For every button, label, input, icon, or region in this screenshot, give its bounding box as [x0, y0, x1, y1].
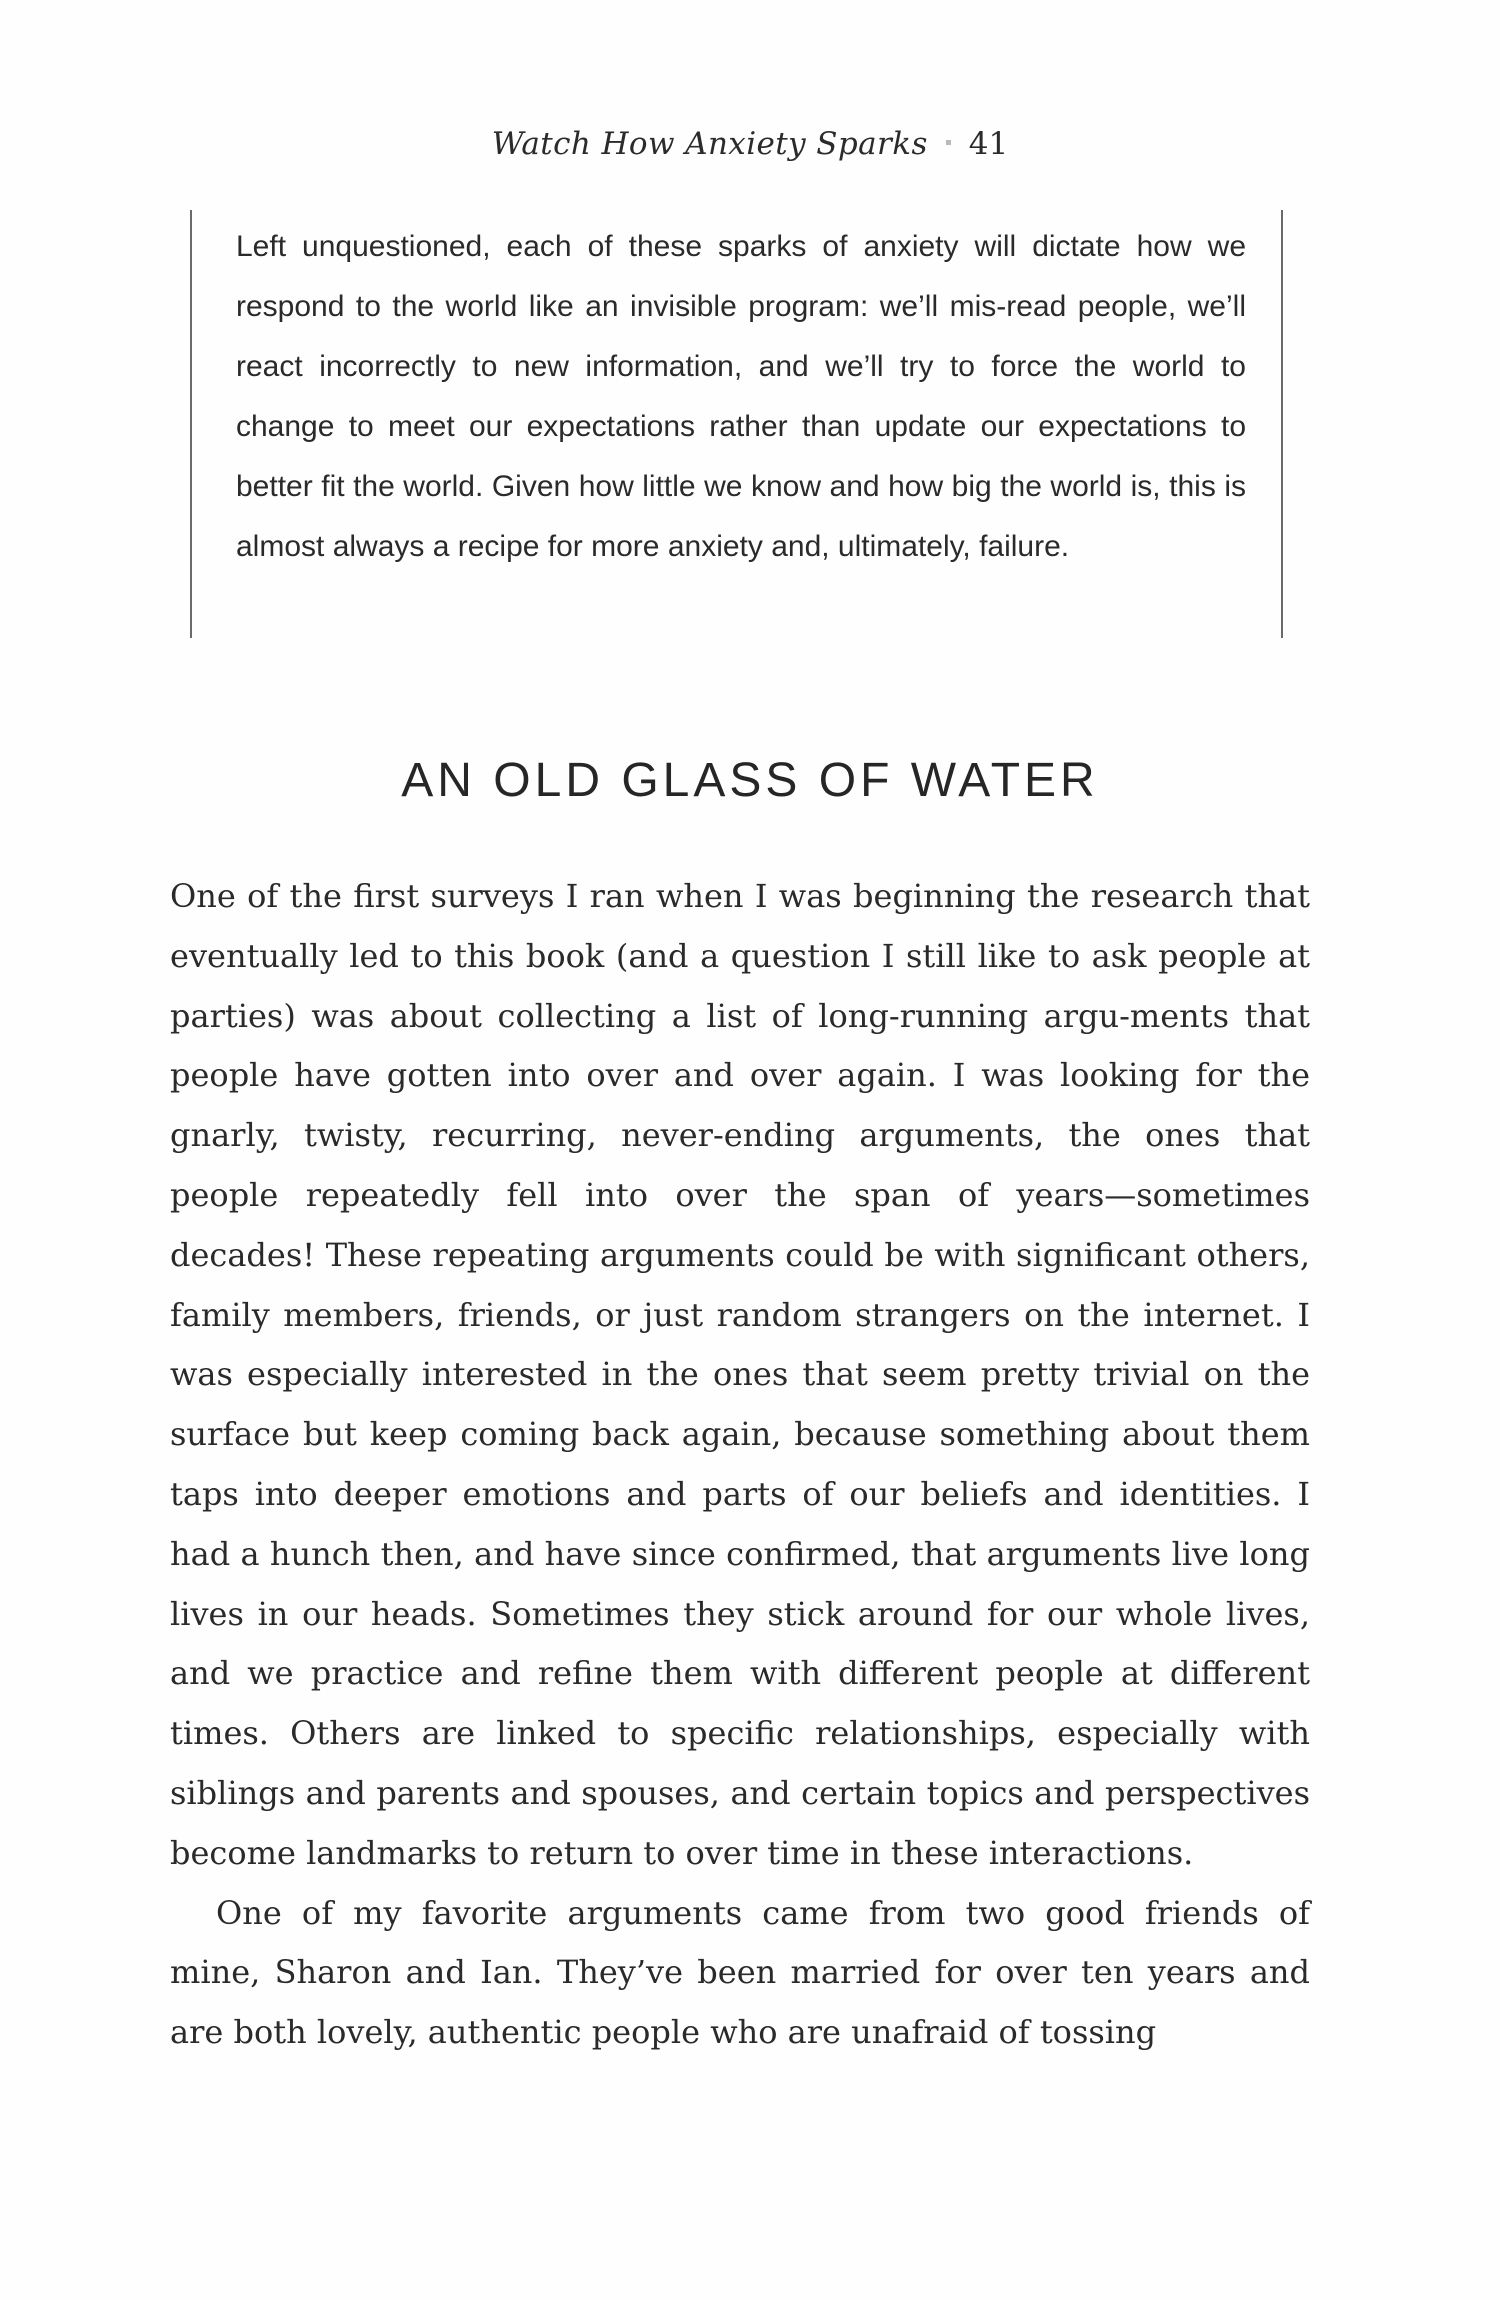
- body-paragraph: One of the first surveys I ran when I was beginning the research that eventually led to this book (and a question I still like to ask people at parties) was about collecting a list of long-running argu-ments that people have gotten into over and over again. I was looking for the gnarly, twisty, recurring, never-ending arguments, the ones that people repeatedly fell into over the span of years—sometimes decades! These repeating arguments could be with significant others, family members, friends, or just random strangers on the internet. I was especially interested in the ones that seem pretty trivial on the surface but keep coming back again, because something about them taps into deeper emotions and parts of our beliefs and identities. I had a hunch then, and have since confirmed, that arguments live long lives in our heads. Sometimes they stick around for our whole lives, and we practice and refine them with different people at different times. Others are linked to specific relationships, especially with siblings and parents and spouses, and certain topics and perspectives become landmarks to return to over time in these interactions.: [170, 877, 1310, 1872]
- running-head: [0, 124, 1500, 164]
- body-text: [170, 867, 1310, 2063]
- pull-quote-text: Left unquestioned, each of these sparks of anxiety will dictate how we respond to the world like an invisible program: we’ll mis-read people, we’ll react incorrectly to new information, and we’ll try to force the world to change to meet our expectations rather than update our expectations to better fit the world. Given how little we know and how big the world is, this is almost always a recipe for more anxiety and, ultimately, failure.: [236, 230, 1246, 563]
- running-head-title: Watch How Anxiety Sparks: [491, 126, 928, 162]
- page-number: 41: [968, 126, 1009, 162]
- section-heading: AN OLD GLASS OF WATER: [401, 754, 1099, 807]
- pull-quote-left-rule: [190, 210, 192, 638]
- body-paragraph: One of my favorite arguments came from two good friends of mine, Sharon and Ian. They’ve been married for over ten years and are both lovely, authentic people who are unafraid of tossing: [170, 1893, 1310, 2052]
- pull-quote-box: [190, 210, 1290, 638]
- running-head-separator: [946, 140, 951, 145]
- pull-quote-right-rule: [1281, 210, 1283, 638]
